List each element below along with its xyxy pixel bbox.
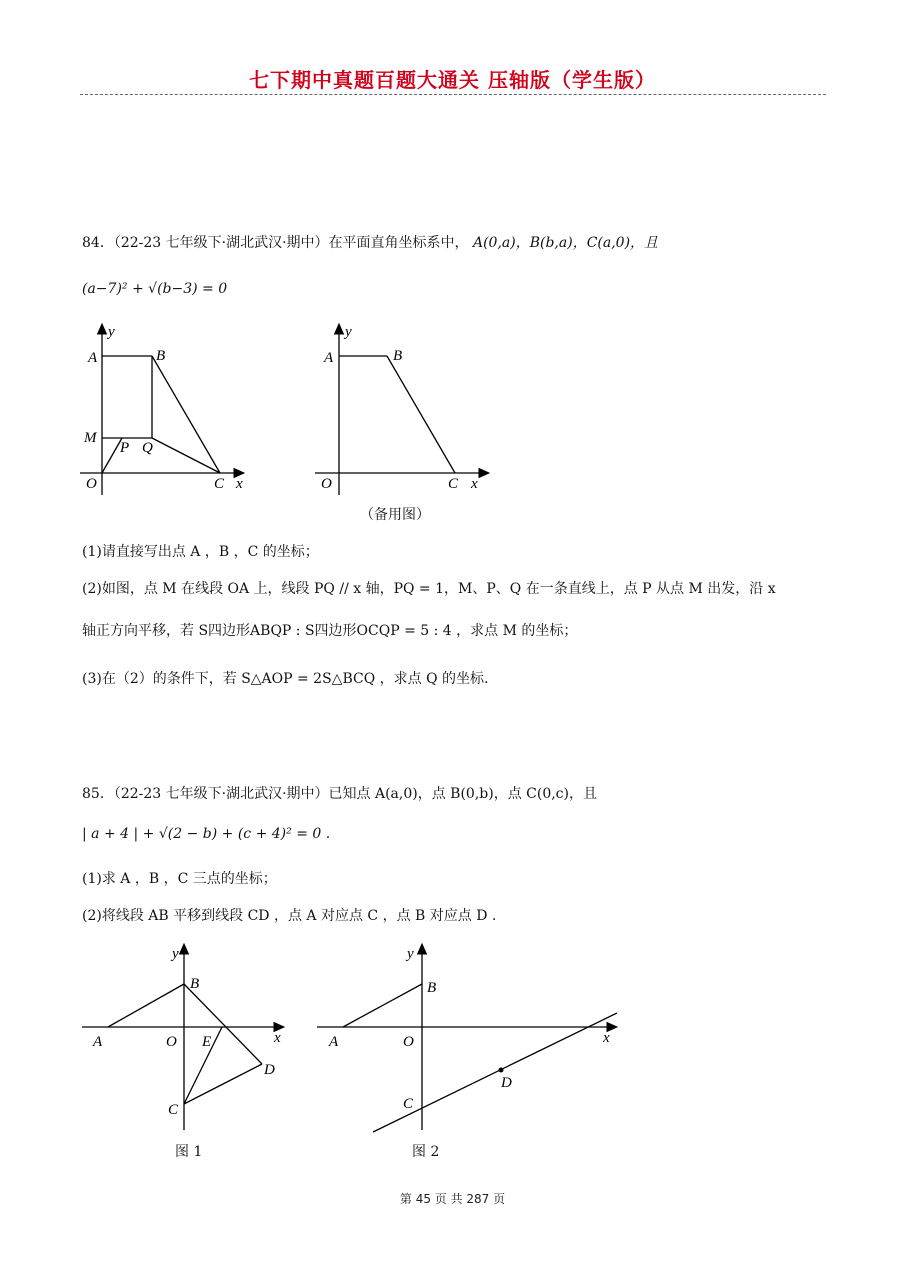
q85-part2: (2)将线段 AB 平移到线段 CD ，点 A 对应点 C ，点 B 对应点 D . xyxy=(82,908,497,924)
q84f2-label-x: x xyxy=(471,476,478,492)
q85f1-segment-ab xyxy=(108,984,184,1027)
q84f1-label-x: x xyxy=(236,476,243,492)
q84f1-label-p: P xyxy=(120,440,130,456)
q84f1-label-c: C xyxy=(214,476,225,492)
q84f2-label-a: A xyxy=(324,350,334,366)
q84-part2a: (2)如图，点 M 在线段 OA 上，线段 PQ // x 轴，PQ = 1，M、P、Q 在一条直线上，点 P 从点 M 出发，沿 x xyxy=(82,581,776,597)
q84-part2b: 轴正方向平移，若 S四边形ABQP : S四边形OCQP = 5 : 4 ，求点 M 的坐标； xyxy=(82,623,578,639)
q85f1-segment-cd xyxy=(184,1064,262,1104)
page-title: 七下期中真题百题大通关 压轴版（学生版） xyxy=(249,68,656,92)
q85f1-label-o: O xyxy=(166,1034,177,1050)
q84-fig2-caption: （备用图） xyxy=(360,507,430,523)
q84f1-label-q: Q xyxy=(142,440,153,456)
q84f2-label-y: y xyxy=(345,324,352,340)
q85f1-label-a: A xyxy=(93,1034,103,1050)
q85f1-label-e: E xyxy=(202,1034,212,1050)
q85-fig1-caption: 图 1 xyxy=(175,1144,203,1160)
q84-points: A(0,a)，B(b,a)，C(a,0)，且 xyxy=(472,235,659,251)
q84-part1: (1)请直接写出点 A ，B ，C 的坐标； xyxy=(82,544,319,560)
q85f1-label-b: B xyxy=(190,976,200,992)
q85f1-label-c: C xyxy=(168,1102,179,1118)
q85-fig2-caption: 图 2 xyxy=(412,1144,440,1160)
q85f2-label-a: A xyxy=(329,1034,339,1050)
q84f1-segment-op xyxy=(102,438,122,473)
q84-intro: 84．（22-23 七年级下·湖北武汉·期中）在平面直角坐标系中， xyxy=(82,235,469,251)
q84f2-label-b: B xyxy=(393,348,403,364)
q85f2-segment-ab xyxy=(343,984,422,1027)
q85f2-label-y: y xyxy=(407,946,414,962)
q84f1-label-y: y xyxy=(108,324,115,340)
q85f1-label-d: D xyxy=(264,1062,275,1078)
q84-condition: (a−7)² + √(b−3) = 0 xyxy=(82,281,228,297)
q84f2-label-c: C xyxy=(448,476,459,492)
q84-figure-2 xyxy=(315,320,505,500)
q85f2-label-b: B xyxy=(427,980,437,996)
q85-figure-1 xyxy=(80,940,290,1135)
q84f1-label-o: O xyxy=(86,476,97,492)
q84f1-label-b: B xyxy=(156,348,166,364)
q85f2-label-d: D xyxy=(501,1075,512,1091)
q84f1-label-m: M xyxy=(84,430,97,446)
q85f1-label-x: x xyxy=(274,1030,281,1046)
q85f2-label-c: C xyxy=(403,1096,414,1112)
page-footer: 第 45 页 共 287 页 xyxy=(399,1192,506,1206)
q85f2-point-d xyxy=(499,1068,504,1073)
q85-intro: 85．（22-23 七年级下·湖北武汉·期中）已知点 A(a,0)，点 B(0,b)，点 C(0,c)，且 xyxy=(82,786,597,802)
q85f2-label-o: O xyxy=(403,1034,414,1050)
q84f1-label-a: A xyxy=(88,350,98,366)
q85f2-line-cd xyxy=(373,1013,617,1132)
q84f2-segment-bc xyxy=(387,356,455,473)
q85-figure-2 xyxy=(315,940,625,1135)
q85-part1: (1)求 A ，B ，C 三点的坐标； xyxy=(82,871,277,887)
q85-condition: | a + 4 | + √(2 − b) + (c + 4)² = 0 . xyxy=(82,826,331,842)
q84f2-label-o: O xyxy=(321,476,332,492)
q84-part3: (3)在（2）的条件下，若 S△AOP = 2S△BCQ ，求点 Q 的坐标. xyxy=(82,671,489,687)
q84-intro-line xyxy=(82,232,658,252)
header-divider xyxy=(80,94,826,95)
q85f1-segment-bd xyxy=(184,984,262,1064)
q84-figure-1 xyxy=(80,320,270,500)
q85f2-label-x: x xyxy=(603,1030,610,1046)
q85f1-label-y: y xyxy=(172,946,179,962)
